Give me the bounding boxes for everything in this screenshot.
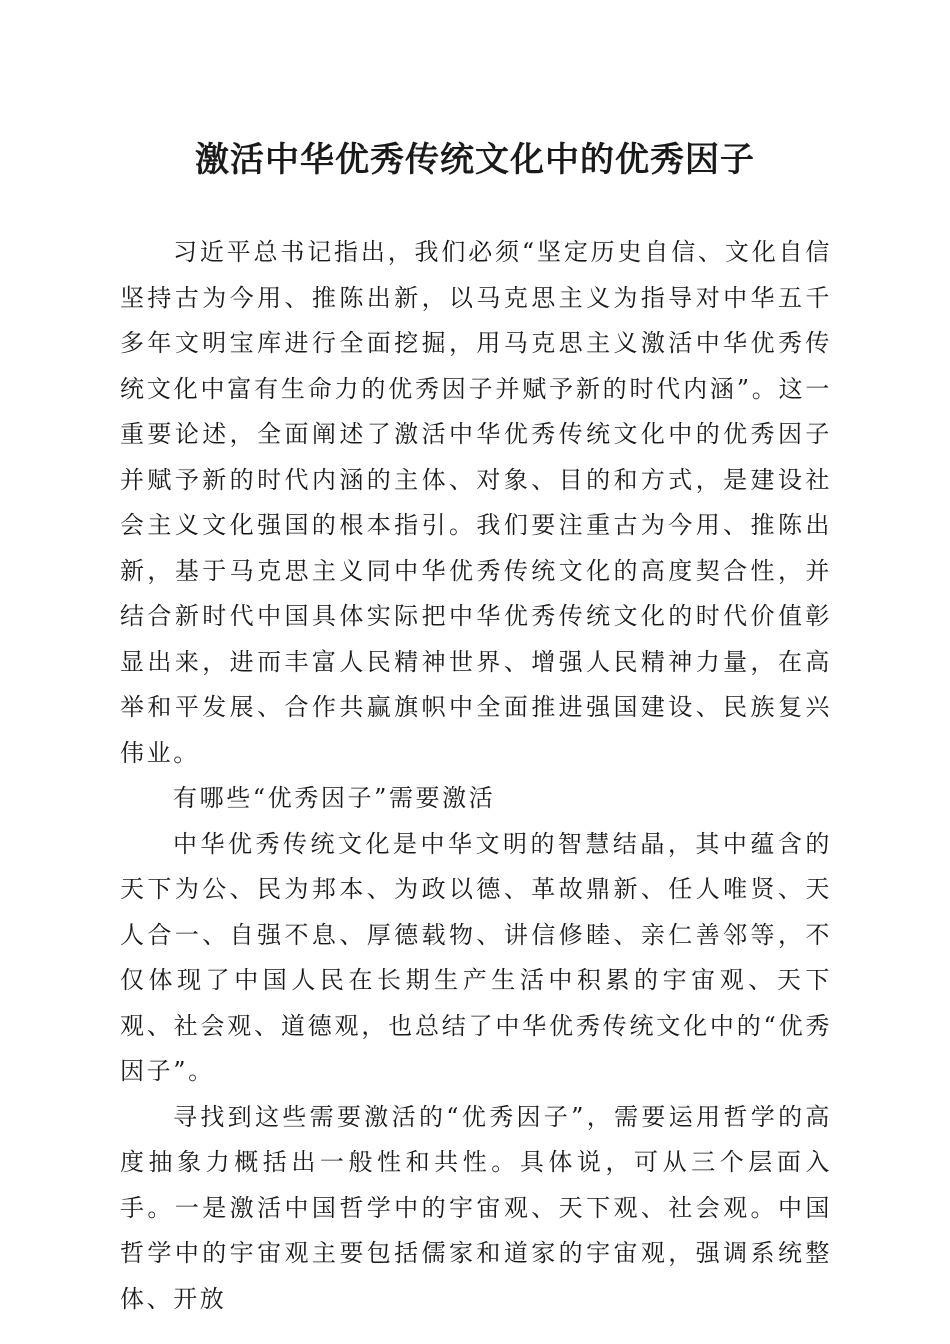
paragraph-approach: 寻找到这些需要激活的“优秀因子”，需要运用哲学的高度抽象力概括出一般性和共性。具体说，可从三个层面入手。一是激活中国哲学中的宇宙观、天下观、社会观。中国哲学中的宇宙观主要包括儒家和道家的宇宙观，强调系统整体、开放 [120, 1102, 832, 1313]
section-heading: 有哪些“优秀因子”需要激活 [173, 784, 496, 812]
document-body [120, 230, 832, 1322]
document-title: 激活中华优秀传统文化中的优秀因子 [195, 140, 755, 180]
paragraph-intro: 习近平总书记指出，我们必须“坚定历史自信、文化自信坚持古为今用、推陈出新，以马克思主义为指导对中华五千多年文明宝库进行全面挖掘，用马克思主义激活中华优秀传统文化中富有生命力的优秀因子并赋予新的时代内涵”。这一重要论述，全面阐述了激活中华优秀传统文化中的优秀因子并赋予新的时代内涵的主体、对象、目的和方式，是建设社会主义文化强国的根本指引。我们要注重古为今用、推陈出新，基于马克思主义同中华优秀传统文化的高度契合性，并结合新时代中国具体实际把中华优秀传统文化的时代价值彰显出来，进而丰富人民精神世界、增强人民精神力量，在高举和平发展、合作共赢旗帜中全面推进强国建设、民族复兴伟业。 [120, 238, 832, 767]
paragraph-factors: 中华优秀传统文化是中华文明的智慧结晶，其中蕴含的天下为公、民为邦本、为政以德、革故鼎新、任人唯贤、天人合一、自强不息、厚德载物、讲信修睦、亲仁善邻等，不仅体现了中国人民在长期生产生活中积累的宇宙观、天下观、社会观、道德观，也总结了中华优秀传统文化中的“优秀因子”。 [120, 829, 832, 1085]
